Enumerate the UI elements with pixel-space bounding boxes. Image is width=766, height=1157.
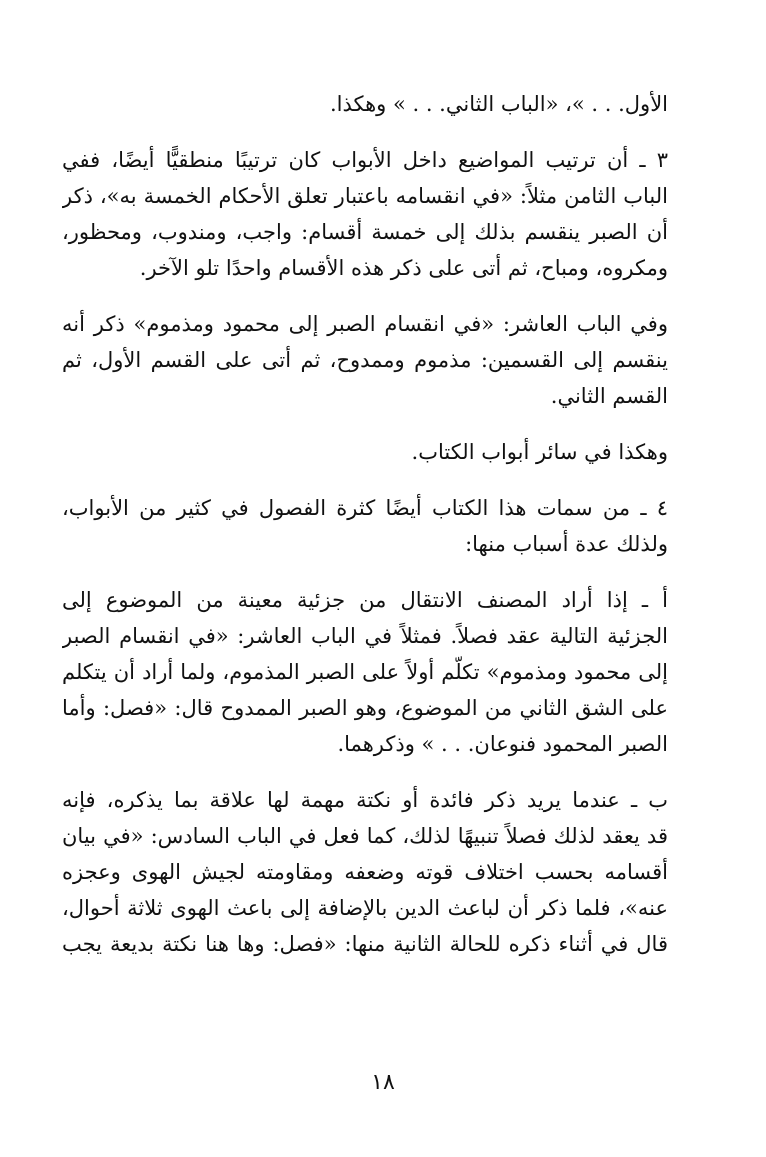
paragraph: [62, 86, 668, 122]
text-line: الصبر المحمود فنوعان. . . » وذكرهما.: [337, 732, 668, 756]
text-line: وفي الباب العاشر: «في انقسام الصبر إلى محمود ومذموم» ذكر أنه: [62, 312, 668, 336]
text-line: ٤ ـ من سمات هذا الكتاب أيضًا كثرة الفصول في كثير من الأبواب،: [62, 496, 668, 520]
paragraph: [62, 142, 668, 286]
text-line: أ ـ إذا أراد المصنف الانتقال من جزئية معينة من الموضوع إلى: [62, 588, 668, 612]
text-line: على الشق الثاني من الموضوع، وهو الصبر الممدوح قال: «فصل: وأما: [62, 696, 668, 720]
text-line: ينقسم إلى القسمين: مذموم وممدوح، ثم أتى على القسم الأول، ثم: [62, 348, 668, 372]
paragraph: [62, 582, 668, 762]
text-line: ٣ ـ أن ترتيب المواضيع داخل الأبواب كان ترتيبًا منطقيًّا أيضًا، ففي: [62, 148, 668, 172]
text-line: ولذلك عدة أسباب منها:: [465, 532, 668, 556]
text-line: إلى محمود ومذموم» تكلّم أولاً على الصبر المذموم، ولما أراد أن يتكلم: [62, 660, 668, 684]
text-line: الجزئية التالية عقد فصلاً. فمثلاً في الباب العاشر: «في انقسام الصبر: [62, 624, 668, 648]
text-line: أن الصبر ينقسم بذلك إلى خمسة أقسام: واجب، ومندوب، ومحظور،: [62, 220, 668, 244]
page-number: ١٨: [371, 1070, 395, 1095]
text-line: عنه»، فلما ذكر أن لباعث الدين بالإضافة إلى باعث الهوى ثلاثة أحوال،: [62, 896, 668, 920]
text-line: قد يعقد لذلك فصلاً تنبيهًا لذلك، كما فعل في الباب السادس: «في بيان: [62, 824, 668, 848]
paragraph: [62, 306, 668, 414]
text-line: الأول. . . »، «الباب الثاني. . . » وهكذا.: [329, 92, 668, 116]
paragraph: [62, 490, 668, 562]
text-line: أقسامه بحسب اختلاف قوته وضعفه ومقاومته لجيش الهوى وعجزه: [62, 860, 668, 884]
paragraph: [62, 434, 668, 470]
text-line: ب ـ عندما يريد ذكر فائدة أو نكتة مهمة لها علاقة بما يذكره، فإنه: [62, 788, 668, 812]
text-line: القسم الثاني.: [550, 384, 668, 408]
text-line: قال في أثناء ذكره للحالة الثانية منها: «فصل: وها هنا نكتة بديعة يجب: [62, 932, 668, 956]
paragraph: [62, 782, 668, 962]
page-body: [62, 86, 668, 982]
text-line: ومكروه، ومباح، ثم أتى على ذكر هذه الأقسام واحدًا تلو الآخر.: [139, 256, 668, 280]
text-line: الباب الثامن مثلاً: «في انقسامه باعتبار تعلق الأحكام الخمسة به»، ذكر: [62, 184, 668, 208]
text-line: وهكذا في سائر أبواب الكتاب.: [411, 440, 668, 464]
